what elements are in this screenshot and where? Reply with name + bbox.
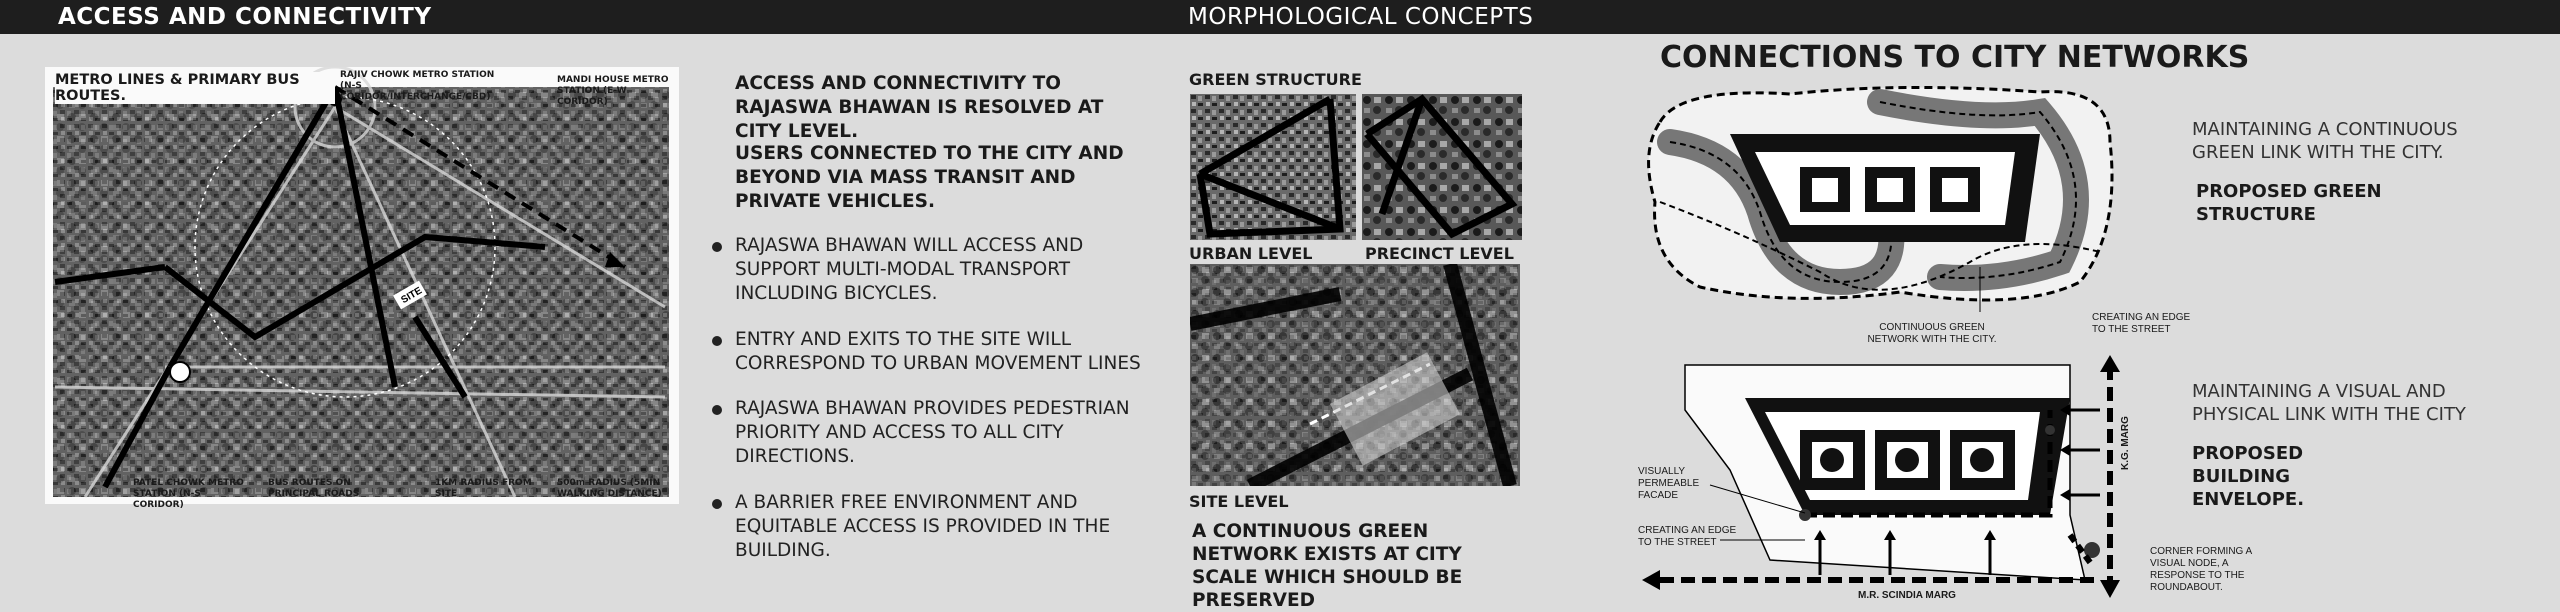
bullet-icon	[712, 242, 722, 252]
precinct-level-label: PRECINCT LEVEL	[1365, 244, 1514, 263]
label-1km-radius: 1KM RADIUS FROM SITE	[435, 478, 532, 499]
kg-marg-label: K.G. MARG	[2120, 416, 2131, 470]
bullet-icon	[712, 405, 722, 415]
urban-level-image	[1190, 94, 1356, 240]
site-level-label: SITE LEVEL	[1189, 492, 1289, 511]
green-structure-diagram	[1640, 82, 2130, 322]
access-bullet-2: ENTRY AND EXITS TO THE SITE WILL CORRESPOND TO URBAN MOVEMENT LINES	[735, 329, 1141, 374]
access-bullet-4: A BARRIER FREE ENVIRONMENT AND EQUITABLE ACCESS IS PROVIDED IN THE BUILDING.	[735, 492, 1111, 561]
center-section-title: MORPHOLOGICAL CONCEPTS	[1188, 4, 1534, 30]
bullet-icon	[712, 499, 722, 509]
label-500m-radius: 500m RADIUS (5MIN WALKING DISTANCE)	[557, 478, 662, 499]
access-bullet-3: RAJASWA BHAWAN PROVIDES PEDESTRIAN PRIORITY AND ACCESS TO ALL CITY DIRECTIONS.	[735, 398, 1130, 467]
label-patel-chowk: PATEL CHOWK METRO STATION (N-S CORIDOR)	[133, 478, 244, 510]
left-section-title: ACCESS AND CONNECTIVITY	[58, 4, 432, 30]
precinct-level-image	[1362, 94, 1522, 240]
green-structure-label: GREEN STRUCTURE	[1189, 70, 1362, 89]
aerial-map-image	[45, 67, 679, 504]
site-level-image	[1190, 264, 1520, 486]
metro-map-panel	[45, 67, 679, 510]
edge-street-top-note: CREATING AN EDGE TO THE STREET	[2092, 312, 2191, 335]
urban-level-label: URBAN LEVEL	[1189, 244, 1313, 263]
scindia-marg-label: M.R. SCINDIA MARG	[1858, 590, 1956, 601]
green-network-note: CONTINUOUS GREEN NETWORK WITH THE CITY.	[1867, 322, 1997, 345]
label-mandi-house: MANDI HOUSE METRO STATION (E-W CORIDOR)	[557, 75, 669, 107]
morph-caption: A CONTINUOUS GREEN NETWORK EXISTS AT CITY SCALE WHICH SHOULD BE PRESERVED	[1192, 521, 1463, 611]
label-rajiv-chowk: RAJIV CHOWK METRO STATION (N-S CORIDOR/INTERCHANGE/CBD)	[340, 70, 495, 102]
label-bus-routes: BUS ROUTES ON PRINCIPAL ROADS	[268, 478, 360, 499]
edge-street-left-note: CREATING AN EDGE TO THE STREET	[1638, 525, 1737, 548]
access-paragraph-1: ACCESS AND CONNECTIVITY TO RAJASWA BHAWAN IS RESOLVED AT CITY LEVEL.	[735, 73, 1104, 142]
permeable-facade-note: VISUALLY PERMEABLE FACADE	[1638, 466, 1700, 501]
corner-node-note: CORNER FORMING A VISUAL NODE, A RESPONSE TO THE ROUNDABOUT.	[2150, 546, 2252, 593]
map-title: METRO LINES & PRIMARY BUS ROUTES.	[55, 72, 335, 104]
green-link-text: MAINTAINING A CONTINUOUS GREEN LINK WITH THE CITY.	[2192, 119, 2458, 163]
bullet-icon	[712, 336, 722, 346]
site-marker-label: SITE	[399, 285, 425, 307]
access-bullet-1: RAJASWA BHAWAN WILL ACCESS AND SUPPORT MULTI-MODAL TRANSPORT INCLUDING BICYCLES.	[735, 235, 1084, 304]
access-paragraph-2: USERS CONNECTED TO THE CITY AND BEYOND VIA MASS TRANSIT AND PRIVATE VEHICLES.	[735, 143, 1124, 212]
proposed-building-envelope: PROPOSED BUILDING ENVELOPE.	[2192, 443, 2305, 510]
proposed-green-structure: PROPOSED GREEN STRUCTURE	[2196, 181, 2382, 225]
header-bar	[0, 0, 2560, 34]
visual-link-text: MAINTAINING A VISUAL AND PHYSICAL LINK WITH THE CITY	[2192, 381, 2466, 425]
connections-title: CONNECTIONS TO CITY NETWORKS	[1660, 40, 2250, 75]
